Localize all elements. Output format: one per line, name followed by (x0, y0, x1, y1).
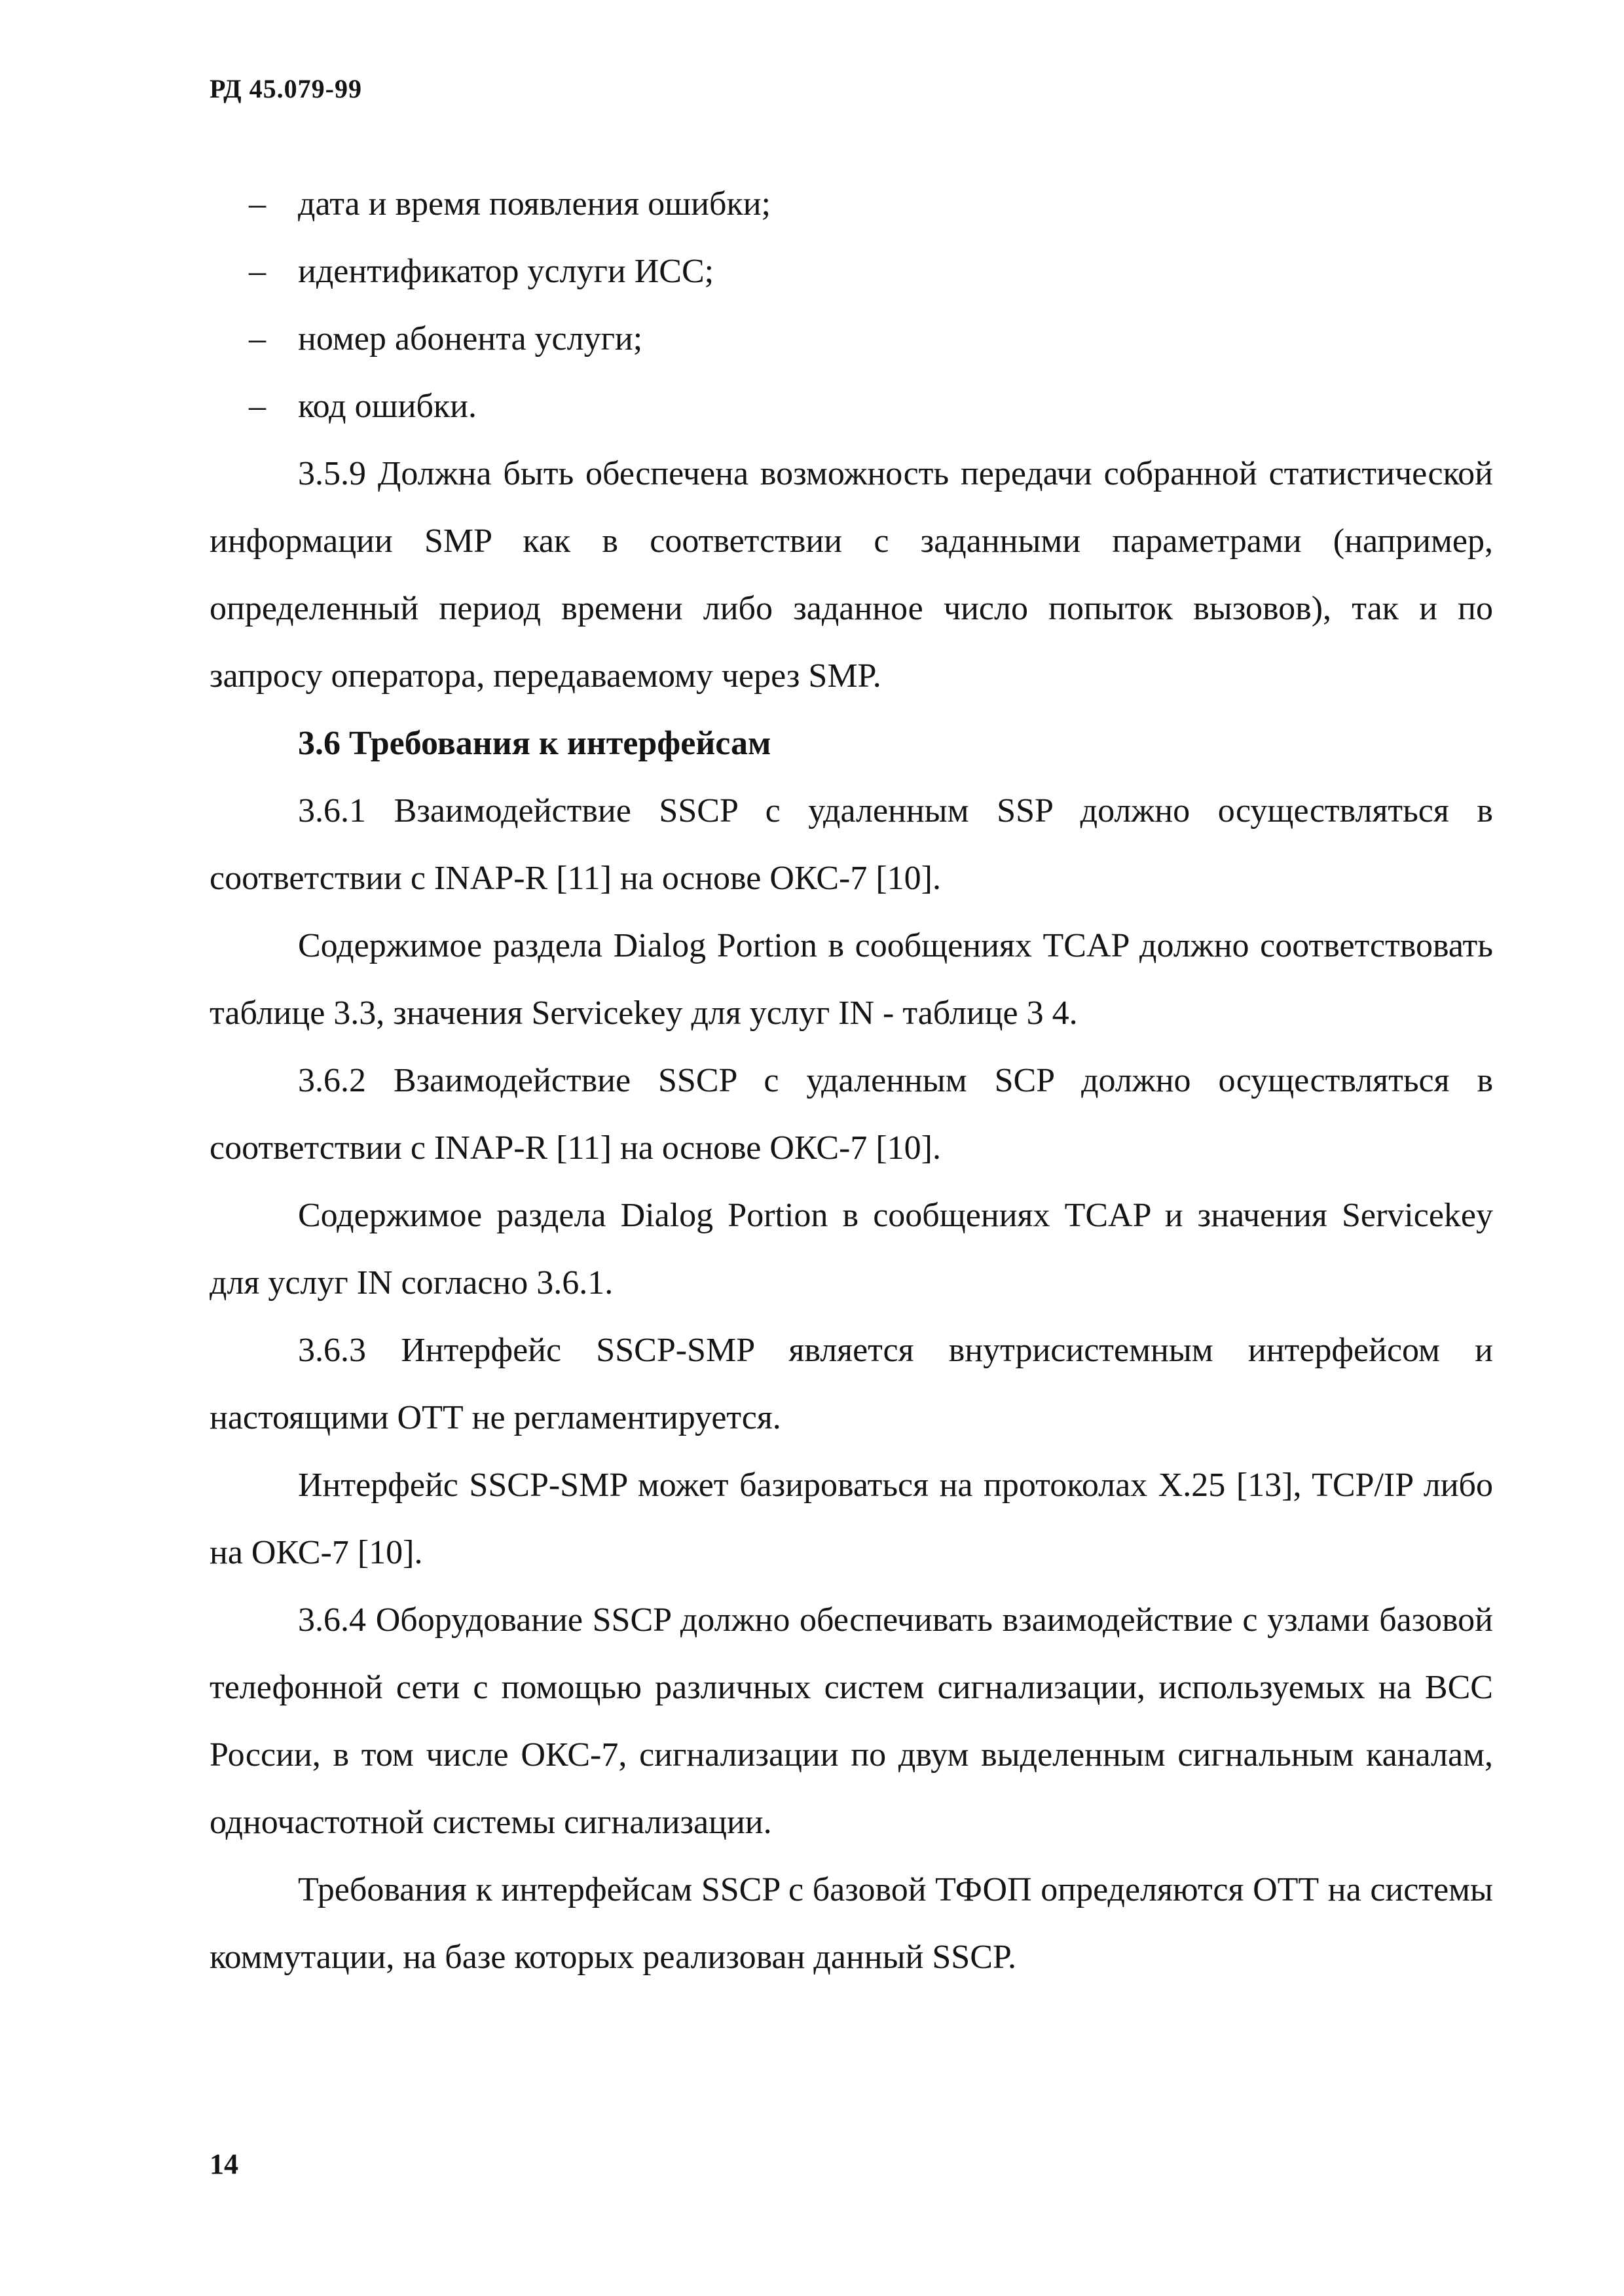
list-item: – идентификатор услуги ИСС; (210, 238, 1493, 305)
list-item: – дата и время появления ошибки; (210, 170, 1493, 238)
document-body (210, 170, 1493, 1991)
paragraph-3-6-2: 3.6.2 Взаимодействие SSCP с удаленным SCP должно осуществляться в соответствии с INAP-R [11] на основе ОКС-7 [10]. (210, 1062, 1493, 1167)
paragraph-3-6-3: 3.6.3 Интерфейс SSCP-SMP является внутрисистемным интерфейсом и настоящими ОТТ не регламентируется. (210, 1332, 1493, 1436)
page-number: 14 (210, 2148, 238, 2180)
list-item: – номер абонента услуги; (210, 305, 1493, 373)
paragraph-3-6-4-requirements: Требования к интерфейсам SSCP с базовой ТФОП определяются ОТТ на системы коммутации, на базе которых реализован данный SSCP. (210, 1871, 1493, 1976)
paragraph-3-6-4: 3.6.4 Оборудование SSCP должно обеспечивать взаимодействие с узлами базовой телефонной сети с помощью различных систем сигнализации, используемых на ВСС России, в том числе ОКС-7, сигнализации по двум выделенным сигнальным каналам, одночастотной системы сигнализации. (210, 1601, 1493, 1841)
document-id-header: РД 45.079-99 (210, 74, 362, 103)
paragraph-3-6-1-dialog-portion: Содержимое раздела Dialog Portion в сообщениях TCAP должно соответствовать таблице 3.3, значения Servicekey для услуг IN - таблице 3 4. (210, 927, 1493, 1032)
paragraph-3-5-9: 3.5.9 Должна быть обеспечена возможность передачи собранной статистической информации SMP как в соответствии с заданными параметрами (например, определенный период времени либо заданное число попыток вызовов), так и по запросу оператора, передаваемому через SMP. (210, 455, 1493, 695)
paragraph-3-6-2-dialog-portion: Содержимое раздела Dialog Portion в сообщениях TCAP и значения Servicekey для услуг IN согласно 3.6.1. (210, 1197, 1493, 1302)
paragraph-3-6-1: 3.6.1 Взаимодействие SSCP с удаленным SSP должно осуществляться в соответствии с INAP-R [11] на основе ОКС-7 [10]. (210, 792, 1493, 897)
paragraph-3-6-3-protocols: Интерфейс SSCP-SMP может базироваться на протоколах X.25 [13], TCP/IP либо на ОКС-7 [10]. (210, 1467, 1493, 1571)
section-heading-3-6: 3.6 Требования к интерфейсам (298, 725, 771, 762)
error-fields-list (210, 170, 1493, 440)
list-item: – код ошибки. (210, 373, 1493, 440)
